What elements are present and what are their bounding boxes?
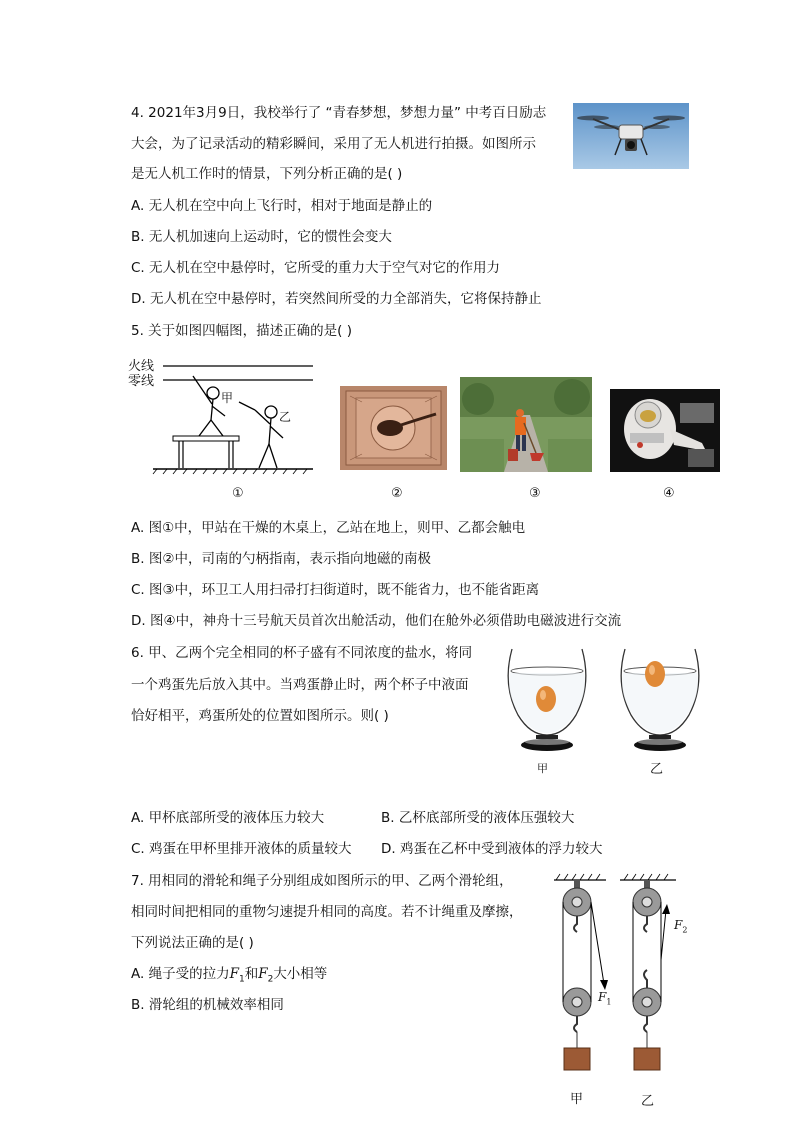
force-f1-label	[598, 990, 611, 1006]
q4-stem-line-2: 大会，为了记录活动的精彩瞬间，采用了无人机进行拍摄。如图所示	[131, 136, 536, 152]
force-f2-letter: F	[674, 918, 683, 932]
q5-stem: 5. 关于如图四幅图，描述正确的是( )	[131, 323, 352, 339]
force-f1-subscript: 1	[606, 997, 612, 1007]
cup-jia-figure	[500, 645, 594, 757]
q6-option-c: C. 鸡蛋在甲杯里排开液体的质量较大	[131, 841, 352, 857]
force-f2-subscript: 2	[682, 925, 688, 935]
q5-figure-2-sinan-photo	[340, 386, 447, 470]
q5-option-c: C. 图③中，环卫工人用扫帚打扫街道时，既不能省力，也不能省距离	[131, 582, 540, 598]
q6-stem-line-1: 6. 甲、乙两个完全相同的杯子盛有不同浓度的盐水，将同	[131, 645, 473, 661]
pulley-jia-label: 甲	[570, 1092, 584, 1107]
q7-stem-line-1: 7. 用相同的滑轮和绳子分别组成如图所示的甲、乙两个滑轮组，	[131, 873, 513, 889]
person-yi-label: 乙	[279, 410, 292, 424]
force-f2-label	[674, 918, 687, 934]
q5-figure-4-astronaut-photo	[610, 389, 720, 472]
cup-yi-label: 乙	[650, 762, 664, 777]
q6-option-d: D. 鸡蛋在乙杯中受到液体的浮力较大	[381, 841, 603, 857]
q4-option-d: D. 无人机在空中悬停时，若突然间所受的力全部消失，它将保持静止	[131, 291, 542, 307]
cup-jia-label: 甲	[537, 762, 548, 775]
q7-stem-line-2: 相同时间把相同的重物匀速提升相同的高度。若不计绳重及摩擦，	[131, 904, 523, 920]
q4-stem-line-1: 4. 2021年3月9日，我校举行了 “青春梦想，梦想力量” 中考百日励志	[131, 105, 547, 121]
q4-option-a: A. 无人机在空中向上飞行时，相对于地面是静止的	[131, 198, 433, 214]
q7-pulley-figure	[540, 870, 700, 1110]
neutral-wire-label: 零线	[128, 374, 155, 389]
q7-option-a-f2: F	[258, 966, 268, 982]
q5-figure-3-sweeper-photo	[460, 377, 592, 472]
q7-option-a	[131, 964, 327, 990]
q6-stem-line-2: 一个鸡蛋先后放入其中。当鸡蛋静止时，两个杯子中液面	[131, 677, 469, 693]
q5-option-a: A. 图①中，甲站在干燥的木桌上，乙站在地上，则甲、乙都会触电	[131, 520, 526, 536]
q4-option-b: B. 无人机加速向上运动时，它的惯性会变大	[131, 229, 392, 245]
q6-option-a: A. 甲杯底部所受的液体压力较大	[131, 810, 325, 826]
q5-figure-label-4: ④	[663, 486, 675, 501]
q5-figure-label-2: ②	[391, 486, 403, 501]
fire-wire-label: 火线	[128, 359, 155, 374]
q5-figure-1-electric-diagram	[127, 352, 317, 476]
q4-stem-line-3: 是无人机工作时的情景，下列分析正确的是( )	[131, 166, 403, 182]
q7-option-a-f1-sub: 1	[238, 974, 245, 985]
q5-figure-label-1: ①	[232, 486, 244, 501]
pulley-yi-label: 乙	[641, 1094, 655, 1109]
q7-option-a-suffix: 大小相等	[273, 966, 328, 982]
q7-option-b: B. 滑轮组的机械效率相同	[131, 997, 284, 1013]
q5-option-d: D. 图④中，神舟十三号航天员首次出舱活动，他们在舱外必须借助电磁波进行交流	[131, 613, 622, 629]
q5-figure-label-3: ③	[529, 486, 541, 501]
q7-stem-line-3: 下列说法正确的是( )	[131, 935, 254, 951]
q5-option-b: B. 图②中，司南的勺柄指南，表示指向地磁的南极	[131, 551, 431, 567]
drone-photo	[573, 103, 689, 169]
person-jia-label: 甲	[221, 391, 234, 405]
q7-option-a-f2-sub: 2	[267, 974, 274, 985]
cup-yi-figure	[613, 645, 707, 757]
q7-option-a-prefix: A. 绳子受的拉力	[131, 966, 230, 982]
q7-option-a-f1: F	[229, 966, 239, 982]
force-f1-letter: F	[598, 990, 607, 1004]
q7-option-a-mid: 和	[244, 966, 259, 982]
q6-stem-line-3: 恰好相平，鸡蛋所处的位置如图所示。则( )	[131, 708, 389, 724]
q6-option-b: B. 乙杯底部所受的液体压强较大	[381, 810, 575, 826]
q4-option-c: C. 无人机在空中悬停时，它所受的重力大于空气对它的作用力	[131, 260, 501, 276]
